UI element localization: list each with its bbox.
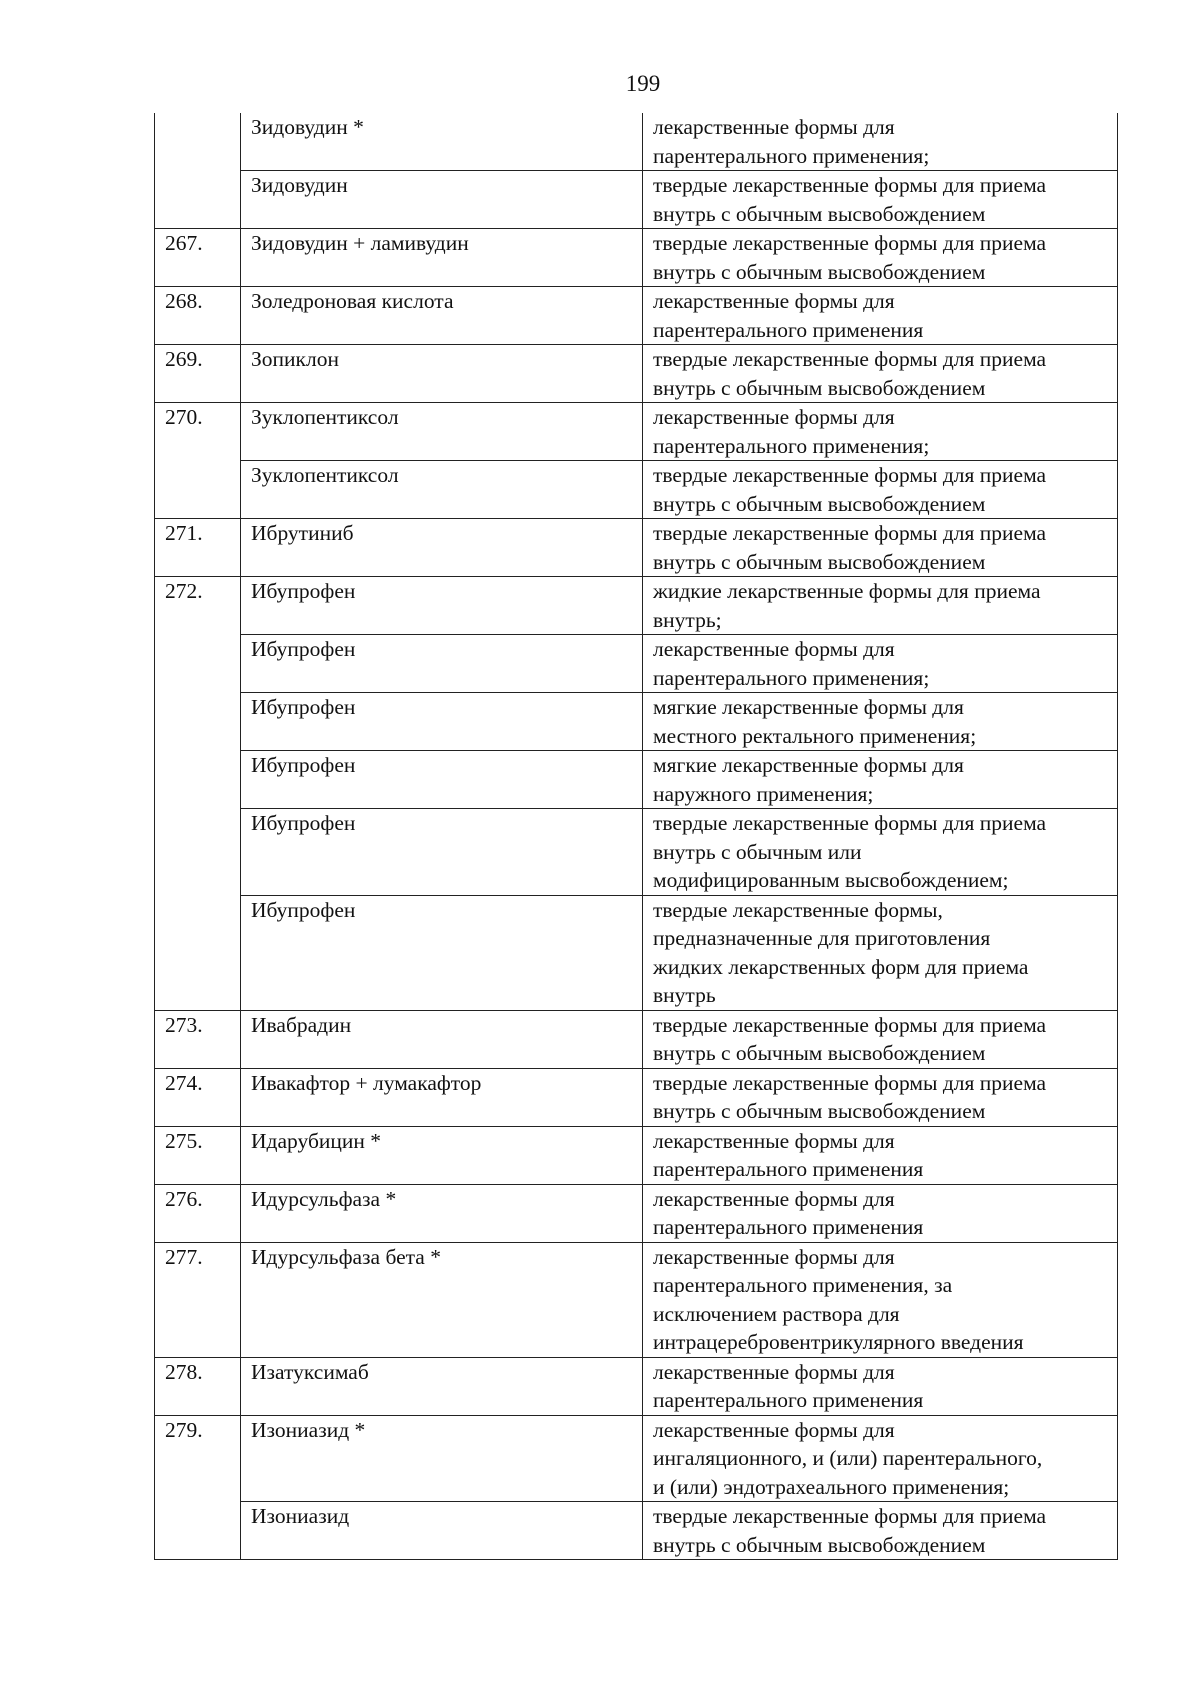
dosage-form	[643, 287, 1118, 345]
dosage-form	[643, 895, 1118, 1010]
dosage-form	[643, 345, 1118, 403]
drug-name: Ибупрофен	[241, 577, 643, 635]
row-number: 270.	[155, 403, 241, 519]
dosage-form	[643, 1068, 1118, 1126]
drug-name: Зопиклон	[241, 345, 643, 403]
row-number: 278.	[155, 1357, 241, 1415]
dosage-form-line: внутрь	[653, 983, 716, 1007]
drug-table	[154, 113, 1118, 1560]
dosage-form-line: твердые лекарственные формы для приема	[653, 811, 1047, 835]
dosage-form-line: твердые лекарственные формы для приема	[653, 1012, 1047, 1037]
table-row	[155, 171, 1118, 229]
dosage-form-line: предназначенные для приготовления	[653, 926, 991, 950]
dosage-form-line: внутрь с обычным высвобождением	[653, 491, 986, 516]
dosage-form-line: лекарственные формы для	[653, 1417, 895, 1442]
table-row	[155, 229, 1118, 287]
drug-name: Изатуксимаб	[241, 1357, 643, 1415]
table-row	[155, 1126, 1118, 1184]
dosage-form-line: мягкие лекарственные формы для	[653, 695, 964, 719]
table-row	[155, 519, 1118, 577]
dosage-form-line: наружного применения;	[653, 781, 874, 806]
drug-name: Зидовудин	[241, 171, 643, 229]
row-number: 268.	[155, 287, 241, 345]
table-row	[155, 809, 1118, 896]
dosage-form	[643, 113, 1118, 171]
dosage-form-line: лекарственные формы для	[653, 289, 895, 313]
dosage-form-line: внутрь с обычным высвобождением	[653, 201, 986, 226]
drug-name: Ибупрофен	[241, 895, 643, 1010]
dosage-form	[643, 519, 1118, 577]
dosage-form-line: парентерального применения;	[653, 143, 930, 168]
drug-name: Идарубицин *	[241, 1126, 643, 1184]
dosage-form-line: жидких лекарственных форм для приема	[653, 954, 1029, 979]
dosage-form	[643, 809, 1118, 896]
row-number: 275.	[155, 1126, 241, 1184]
dosage-form	[643, 1242, 1118, 1357]
table-row	[155, 113, 1118, 171]
dosage-form	[643, 635, 1118, 693]
dosage-form-line: твердые лекарственные формы для приема	[653, 347, 1047, 371]
drug-name: Идурсульфаза бета *	[241, 1242, 643, 1357]
dosage-form-line: лекарственные формы для	[653, 405, 895, 429]
dosage-form-line: внутрь с обычным высвобождением	[653, 1041, 986, 1065]
drug-name: Ибупрофен	[241, 693, 643, 751]
dosage-form-line: парентерального применения	[653, 1157, 924, 1181]
table-row	[155, 1010, 1118, 1068]
dosage-form	[643, 693, 1118, 751]
dosage-form-line: жидкие лекарственные формы для приема	[653, 579, 1041, 603]
dosage-form	[643, 1415, 1118, 1502]
dosage-form-line: лекарственные формы для	[653, 115, 895, 139]
drug-name: Зуклопентиксол	[241, 461, 643, 519]
drug-name: Идурсульфаза *	[241, 1184, 643, 1242]
table-row	[155, 895, 1118, 1010]
table-row	[155, 1415, 1118, 1502]
dosage-form-line: лекарственные формы для	[653, 1244, 895, 1269]
row-number	[155, 113, 241, 229]
dosage-form	[643, 1502, 1118, 1560]
drug-name: Ивабрадин	[241, 1010, 643, 1068]
dosage-form-line: твердые лекарственные формы для приема	[653, 463, 1047, 487]
drug-name: Ибупрофен	[241, 635, 643, 693]
dosage-form	[643, 751, 1118, 809]
drug-name: Зидовудин + ламивудин	[241, 229, 643, 287]
table-row	[155, 461, 1118, 519]
drug-table-body	[155, 113, 1118, 1560]
dosage-form-line: парентерального применения;	[653, 433, 930, 458]
row-number: 273.	[155, 1010, 241, 1068]
table-row	[155, 635, 1118, 693]
dosage-form-line: парентерального применения	[653, 1215, 924, 1239]
table-row	[155, 751, 1118, 809]
table-row	[155, 287, 1118, 345]
table-row	[155, 1357, 1118, 1415]
dosage-form-line: лекарственные формы для	[653, 1128, 895, 1153]
drug-name: Изониазид *	[241, 1415, 643, 1502]
drug-name: Зуклопентиксол	[241, 403, 643, 461]
dosage-form-line: внутрь с обычным высвобождением	[653, 375, 986, 400]
drug-name: Ибрутиниб	[241, 519, 643, 577]
dosage-form-line: твердые лекарственные формы для приема	[653, 231, 1047, 255]
dosage-form-line: внутрь с обычным высвобождением	[653, 1532, 986, 1557]
dosage-form-line: интрацеребровентрикулярного введения	[653, 1330, 1024, 1354]
row-number: 267.	[155, 229, 241, 287]
dosage-form-line: модифицированным высвобождением;	[653, 868, 1009, 892]
dosage-form-line: внутрь с обычным или	[653, 839, 862, 864]
dosage-form-line: парентерального применения, за	[653, 1273, 953, 1297]
dosage-form-line: твердые лекарственные формы для приема	[653, 1070, 1047, 1095]
dosage-form-line: твердые лекарственные формы для приема	[653, 1504, 1047, 1528]
table-row	[155, 1068, 1118, 1126]
dosage-form	[643, 1010, 1118, 1068]
drug-name: Изониазид	[241, 1502, 643, 1560]
dosage-form	[643, 171, 1118, 229]
dosage-form-line: твердые лекарственные формы для приема	[653, 173, 1047, 197]
row-number: 274.	[155, 1068, 241, 1126]
table-row	[155, 1184, 1118, 1242]
page-number: 199	[625, 71, 661, 96]
drug-name: Золедроновая кислота	[241, 287, 643, 345]
dosage-form-line: лекарственные формы для	[653, 1359, 895, 1384]
table-row	[155, 693, 1118, 751]
drug-name: Ивакафтор + лумакафтор	[241, 1068, 643, 1126]
row-number: 272.	[155, 577, 241, 1011]
dosage-form-line: мягкие лекарственные формы для	[653, 753, 964, 777]
dosage-form-line: парентерального применения;	[653, 665, 930, 690]
dosage-form-line: лекарственные формы для	[653, 637, 895, 661]
table-row	[155, 1242, 1118, 1357]
dosage-form-line: твердые лекарственные формы для приема	[653, 521, 1047, 545]
dosage-form	[643, 229, 1118, 287]
dosage-form-line: лекарственные формы для	[653, 1186, 895, 1211]
dosage-form	[643, 577, 1118, 635]
dosage-form	[643, 1357, 1118, 1415]
dosage-form-line: местного ректального применения;	[653, 723, 977, 748]
row-number: 276.	[155, 1184, 241, 1242]
dosage-form-line: внутрь с обычным высвобождением	[653, 549, 986, 574]
row-number: 277.	[155, 1242, 241, 1357]
dosage-form	[643, 1126, 1118, 1184]
dosage-form-line: парентерального применения	[653, 317, 924, 342]
table-row	[155, 403, 1118, 461]
table-row	[155, 345, 1118, 403]
dosage-form	[643, 461, 1118, 519]
drug-name: Ибупрофен	[241, 751, 643, 809]
dosage-form	[643, 1184, 1118, 1242]
dosage-form-line: ингаляционного, и (или) парентерального,	[653, 1446, 1043, 1470]
dosage-form-line: парентерального применения	[653, 1388, 924, 1412]
dosage-form-line: и (или) эндотрахеального применения;	[653, 1474, 1010, 1499]
dosage-form-line: внутрь с обычным высвобождением	[653, 259, 986, 284]
row-number: 271.	[155, 519, 241, 577]
table-row	[155, 577, 1118, 635]
dosage-form-line: твердые лекарственные формы,	[653, 897, 943, 922]
table-row	[155, 1502, 1118, 1560]
row-number: 279.	[155, 1415, 241, 1560]
dosage-form-line: исключением раствора для	[653, 1301, 900, 1326]
dosage-form-line: внутрь с обычным высвобождением	[653, 1099, 986, 1123]
dosage-form	[643, 403, 1118, 461]
row-number: 269.	[155, 345, 241, 403]
dosage-form-line: внутрь;	[653, 607, 722, 632]
drug-name: Зидовудин *	[241, 113, 643, 171]
drug-name: Ибупрофен	[241, 809, 643, 896]
